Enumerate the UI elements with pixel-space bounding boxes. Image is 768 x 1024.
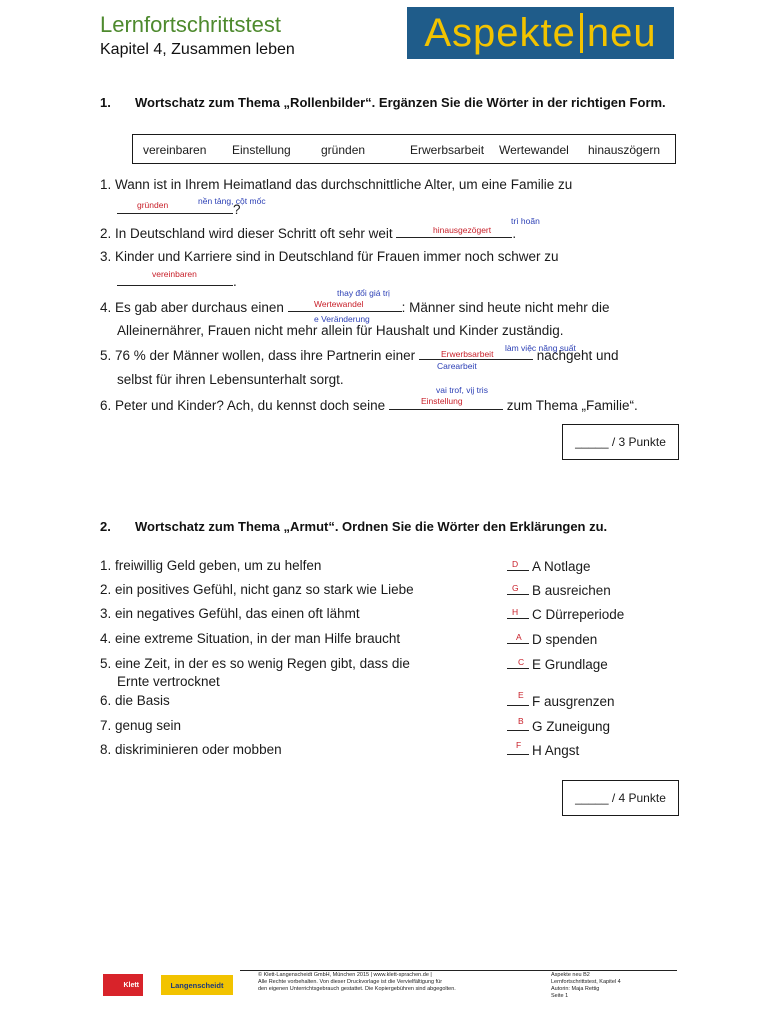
definition-item: 7. genug sein bbox=[100, 718, 182, 733]
answer-letter: E bbox=[518, 690, 524, 700]
page-title: Lernfortschrittstest bbox=[100, 12, 281, 37]
option-item: C Dürreperiode bbox=[507, 606, 624, 622]
sentence-3a: 3. Kinder und Karriere sind in Deutschland für Frauen immer noch schwer zu bbox=[100, 249, 559, 264]
option-item: H Angst bbox=[507, 742, 579, 758]
word-bank-item: vereinbaren bbox=[143, 143, 207, 157]
sentence-1a: 1. Wann ist in Ihrem Heimatland das durchschnittliche Alter, um eine Familie zu bbox=[100, 177, 573, 192]
definition-item: 6. die Basis bbox=[100, 693, 170, 708]
answer-letter: F bbox=[516, 740, 522, 750]
definition-item: 2. ein positives Gefühl, nicht ganz so stark wie Liebe bbox=[100, 582, 414, 597]
sentence-2: 2. In Deutschland wird dieser Schritt oft sehr weit . bbox=[100, 226, 517, 241]
annotation: Carearbeit bbox=[437, 361, 477, 371]
annotation: hinausgezögert bbox=[433, 225, 492, 235]
option-item: A Notlage bbox=[507, 558, 591, 574]
sentence-3b: . bbox=[117, 273, 237, 289]
answer-letter: D bbox=[512, 559, 519, 569]
footer-copyright: © Klett-Langenscheidt GmbH, München 2015 | www.klett-sprachen.de | Alle Rechte vorbehalten. Von dieser Druckvorlage ist die Vervielfältigung für den eigenen Unterrichtsgebrauch gestattet. Die Kopiergebühren sind abgegolten. bbox=[258, 972, 456, 992]
annotation: e Veränderung bbox=[314, 314, 370, 324]
option-item: G Zuneigung bbox=[507, 718, 610, 734]
annotation: vai trof, vịj tris bbox=[436, 385, 488, 395]
sentence-5c: selbst für ihren Lebensunterhalt sorgt. bbox=[117, 372, 344, 387]
page-subtitle: Kapitel 4, Zusammen leben bbox=[100, 41, 295, 58]
definition-item: 8. diskriminieren oder mobben bbox=[100, 742, 282, 757]
answer-letter: H bbox=[512, 607, 519, 617]
definition-item: 3. ein negatives Gefühl, das einen oft lähmt bbox=[100, 606, 360, 621]
footer-divider bbox=[240, 970, 677, 971]
logo-divider bbox=[580, 13, 583, 53]
annotation: gründen bbox=[137, 200, 169, 210]
annotation: trì hoãn bbox=[511, 216, 540, 226]
option-item: E Grundlage bbox=[507, 656, 608, 672]
sentence-4c: Alleinernährer, Frauen nicht mehr allein für Haushalt und Kinder zuständig. bbox=[117, 323, 564, 338]
answer-letter: A bbox=[516, 632, 522, 642]
word-bank bbox=[132, 134, 676, 164]
annotation: nền tảng, cột mốc bbox=[198, 196, 266, 206]
answer-letter: C bbox=[518, 657, 525, 667]
definition-item: 5. eine Zeit, in der es so wenig Regen gibt, dass die bbox=[100, 656, 410, 671]
annotation: thay đổi giá trị bbox=[337, 288, 390, 298]
annotation: Erwerbsarbeit bbox=[441, 349, 494, 359]
annotation: Einstellung bbox=[421, 396, 463, 406]
word-bank-item: Wertewandel bbox=[499, 143, 569, 157]
section1-title: Wortschatz zum Thema „Rollenbilder“. Ergänzen Sie die Wörter in der richtigen Form. bbox=[135, 95, 666, 110]
definition-item: 4. eine extreme Situation, in der man Hilfe braucht bbox=[100, 631, 401, 646]
aspekte-neu-logo bbox=[407, 7, 674, 59]
score-box-section2: _____ / 4 Punkte bbox=[562, 780, 679, 816]
annotation: vereinbaren bbox=[152, 269, 197, 279]
section1-number: 1. bbox=[100, 95, 111, 110]
annotation: làm việc năng suất bbox=[505, 343, 576, 353]
score-box-section1: _____ / 3 Punkte bbox=[562, 424, 679, 460]
footer-info: Aspekte neu B2 Lernfortschrittstest, Kapitel 4 Autorin: Maja Rettig Seite 1 bbox=[551, 972, 621, 999]
answer-letter: B bbox=[518, 716, 524, 726]
logo-left-text: Aspekte bbox=[424, 10, 576, 55]
sentence-4a: 4. Es gab aber durchaus einen : Männer sind heute nicht mehr die bbox=[100, 300, 610, 315]
definition-item: 1. freiwillig Geld geben, um zu helfen bbox=[100, 558, 322, 573]
section2-number: 2. bbox=[100, 519, 111, 534]
sentence-5a: 5. 76 % der Männer wollen, dass ihre Partnerin einer nachgeht und bbox=[100, 348, 619, 363]
section2-heading bbox=[0, 519, 768, 537]
word-bank-item: Erwerbsarbeit bbox=[410, 143, 485, 157]
option-item: B ausreichen bbox=[507, 582, 611, 598]
option-item: F ausgrenzen bbox=[507, 693, 615, 709]
word-bank-item: hinauszögern bbox=[588, 143, 661, 157]
definition-item-continued: Ernte vertrocknet bbox=[117, 674, 220, 689]
logo-right-text: neu bbox=[586, 10, 657, 55]
word-bank-item: Einstellung bbox=[232, 143, 291, 157]
sentence-6: 6. Peter und Kinder? Ach, du kennst doch seine zum Thema „Familie“. bbox=[100, 398, 638, 413]
section1-heading bbox=[0, 95, 768, 129]
answer-letter: G bbox=[512, 583, 519, 593]
annotation: Wertewandel bbox=[314, 299, 364, 309]
section2-title: Wortschatz zum Thema „Armut“. Ordnen Sie die Wörter den Erklärungen zu. bbox=[135, 519, 608, 534]
option-item: D spenden bbox=[507, 631, 597, 647]
sentence-1b: ? bbox=[117, 201, 241, 217]
word-bank-item: gründen bbox=[321, 143, 366, 157]
klett-logo: Klett bbox=[103, 974, 143, 996]
langenscheidt-logo: Langenscheidt bbox=[161, 975, 233, 995]
